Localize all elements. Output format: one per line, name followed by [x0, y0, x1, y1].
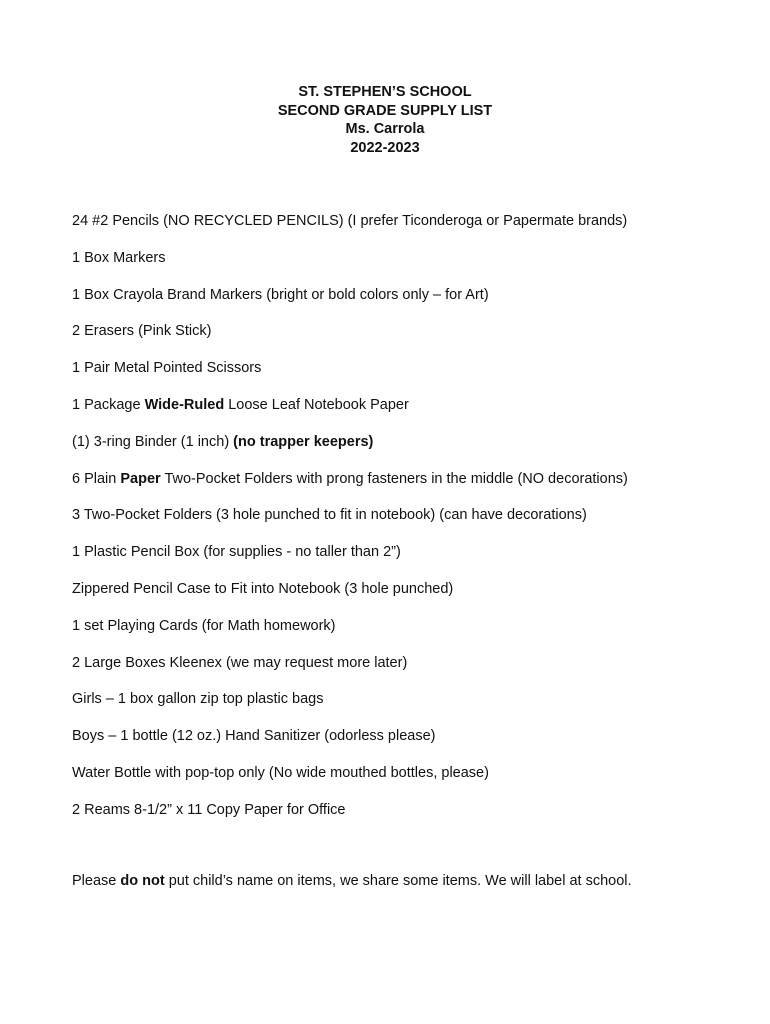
teacher-name: Ms. Carrola [345, 121, 425, 137]
list-item: 2 Large Boxes Kleenex (we may request more later) [72, 654, 408, 671]
school-name: ST. STEPHEN’S SCHOOL [298, 84, 472, 100]
list-item: 1 Box Crayola Brand Markers (bright or bold colors only – for Art) [72, 286, 489, 303]
list-item: (1) 3-ring Binder (1 inch) (no trapper keepers) [72, 433, 374, 450]
list-item: 24 #2 Pencils (NO RECYCLED PENCILS) (I prefer Ticonderoga or Papermate brands) [72, 213, 628, 229]
list-item: 2 Reams 8-1/2” x 11 Copy Paper for Office [72, 801, 346, 818]
list-item: 1 Box Markers [72, 249, 166, 266]
list-item: Girls – 1 box gallon zip top plastic bags [72, 691, 324, 708]
list-item: Zippered Pencil Case to Fit into Notebook (3 hole punched) [72, 580, 454, 597]
list-item: 1 Package Wide-Ruled Loose Leaf Notebook Paper [72, 396, 409, 413]
list-title: SECOND GRADE SUPPLY LIST [277, 102, 493, 119]
list-item: 1 Plastic Pencil Box (for supplies - no taller than 2”) [72, 544, 401, 561]
list-item: 2 Erasers (Pink Stick) [72, 323, 212, 340]
list-item: 1 Pair Metal Pointed Scissors [72, 360, 262, 377]
list-item: Boys – 1 bottle (12 oz.) Hand Sanitizer (odorless please) [72, 728, 436, 745]
supply-list [72, 211, 752, 837]
list-item: 1 set Playing Cards (for Math homework) [72, 617, 336, 634]
school-year: 2022-2023 [350, 139, 420, 156]
list-item: Water Bottle with pop-top only (No wide mouthed bottles, please) [72, 764, 489, 781]
document-header [0, 83, 770, 157]
list-item: 3 Two-Pocket Folders (3 hole punched to fit in notebook) (can have decorations) [72, 507, 587, 524]
list-item: 6 Plain Paper Two-Pocket Folders with prong fasteners in the middle (NO decorations) [72, 470, 628, 487]
closing-note: Please do not put child’s name on items, we share some items. We will label at school. [72, 872, 632, 889]
